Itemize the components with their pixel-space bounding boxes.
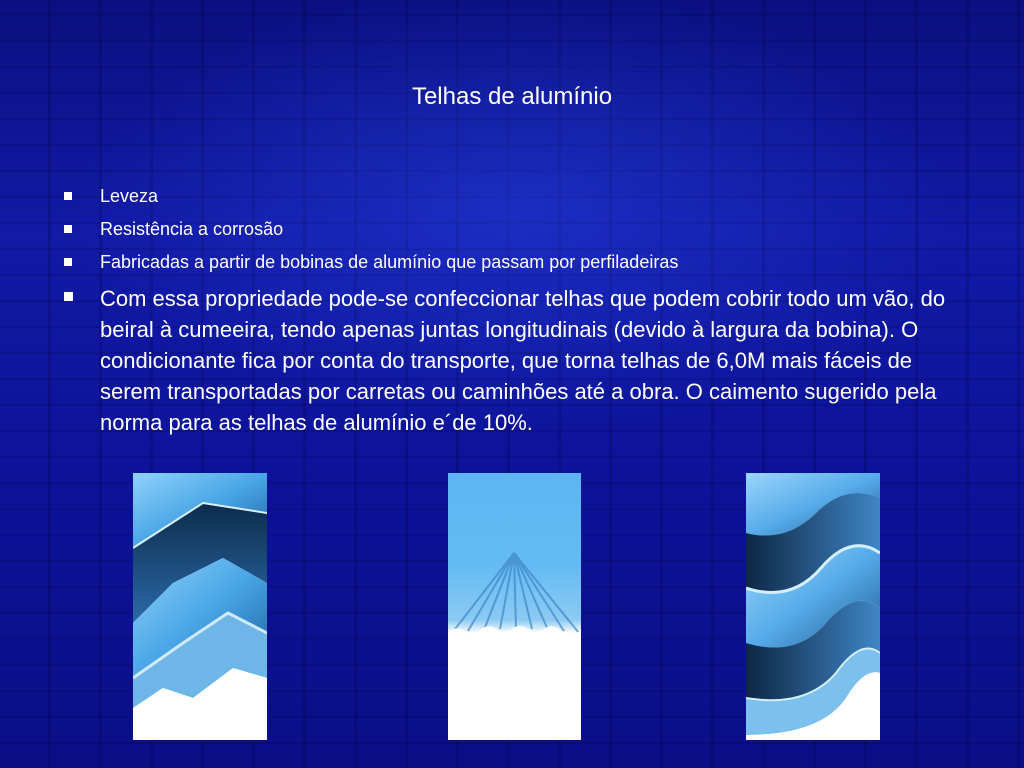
bullet-item-propriedade	[58, 283, 968, 438]
bullet-text: Fabricadas a partir de bobinas de alumínio que passam por perfiladeiras	[100, 252, 679, 272]
bullet-text: Leveza	[100, 186, 159, 206]
bullet-text: Resistência a corrosão	[100, 219, 284, 239]
bullet-text: Com essa propriedade pode-se confeccionar telhas que podem cobrir todo um vão, do beiral à cumeeira, tendo apenas juntas longitudinais (devido à largura da bobina). O condicionante fica por conta do transporte, que torna telhas de 6,0M mais fáceis de serem transportadas por carretas ou caminhões até a obra. O caimento sugerido pela norma para as telhas de alumínio e´de 10%.	[100, 286, 946, 435]
square-bullet-icon	[64, 192, 72, 200]
roof-sheet-image	[746, 473, 880, 740]
aluminum-roof-photo-perspective	[448, 473, 581, 740]
roof-sheet-image	[133, 473, 267, 740]
square-bullet-icon	[64, 292, 73, 301]
bullet-item-fabricadas	[58, 250, 968, 274]
roof-sheet-image	[448, 473, 581, 740]
aluminum-roof-photo-trapezoidal	[133, 473, 267, 740]
bullet-item-leveza	[58, 184, 968, 208]
aluminum-roof-photo-corrugated	[746, 473, 880, 740]
bullet-item-resistencia	[58, 217, 968, 241]
slide-title: Telhas de alumínio	[411, 83, 613, 110]
square-bullet-icon	[64, 258, 72, 266]
bullet-list	[58, 184, 968, 438]
square-bullet-icon	[64, 225, 72, 233]
